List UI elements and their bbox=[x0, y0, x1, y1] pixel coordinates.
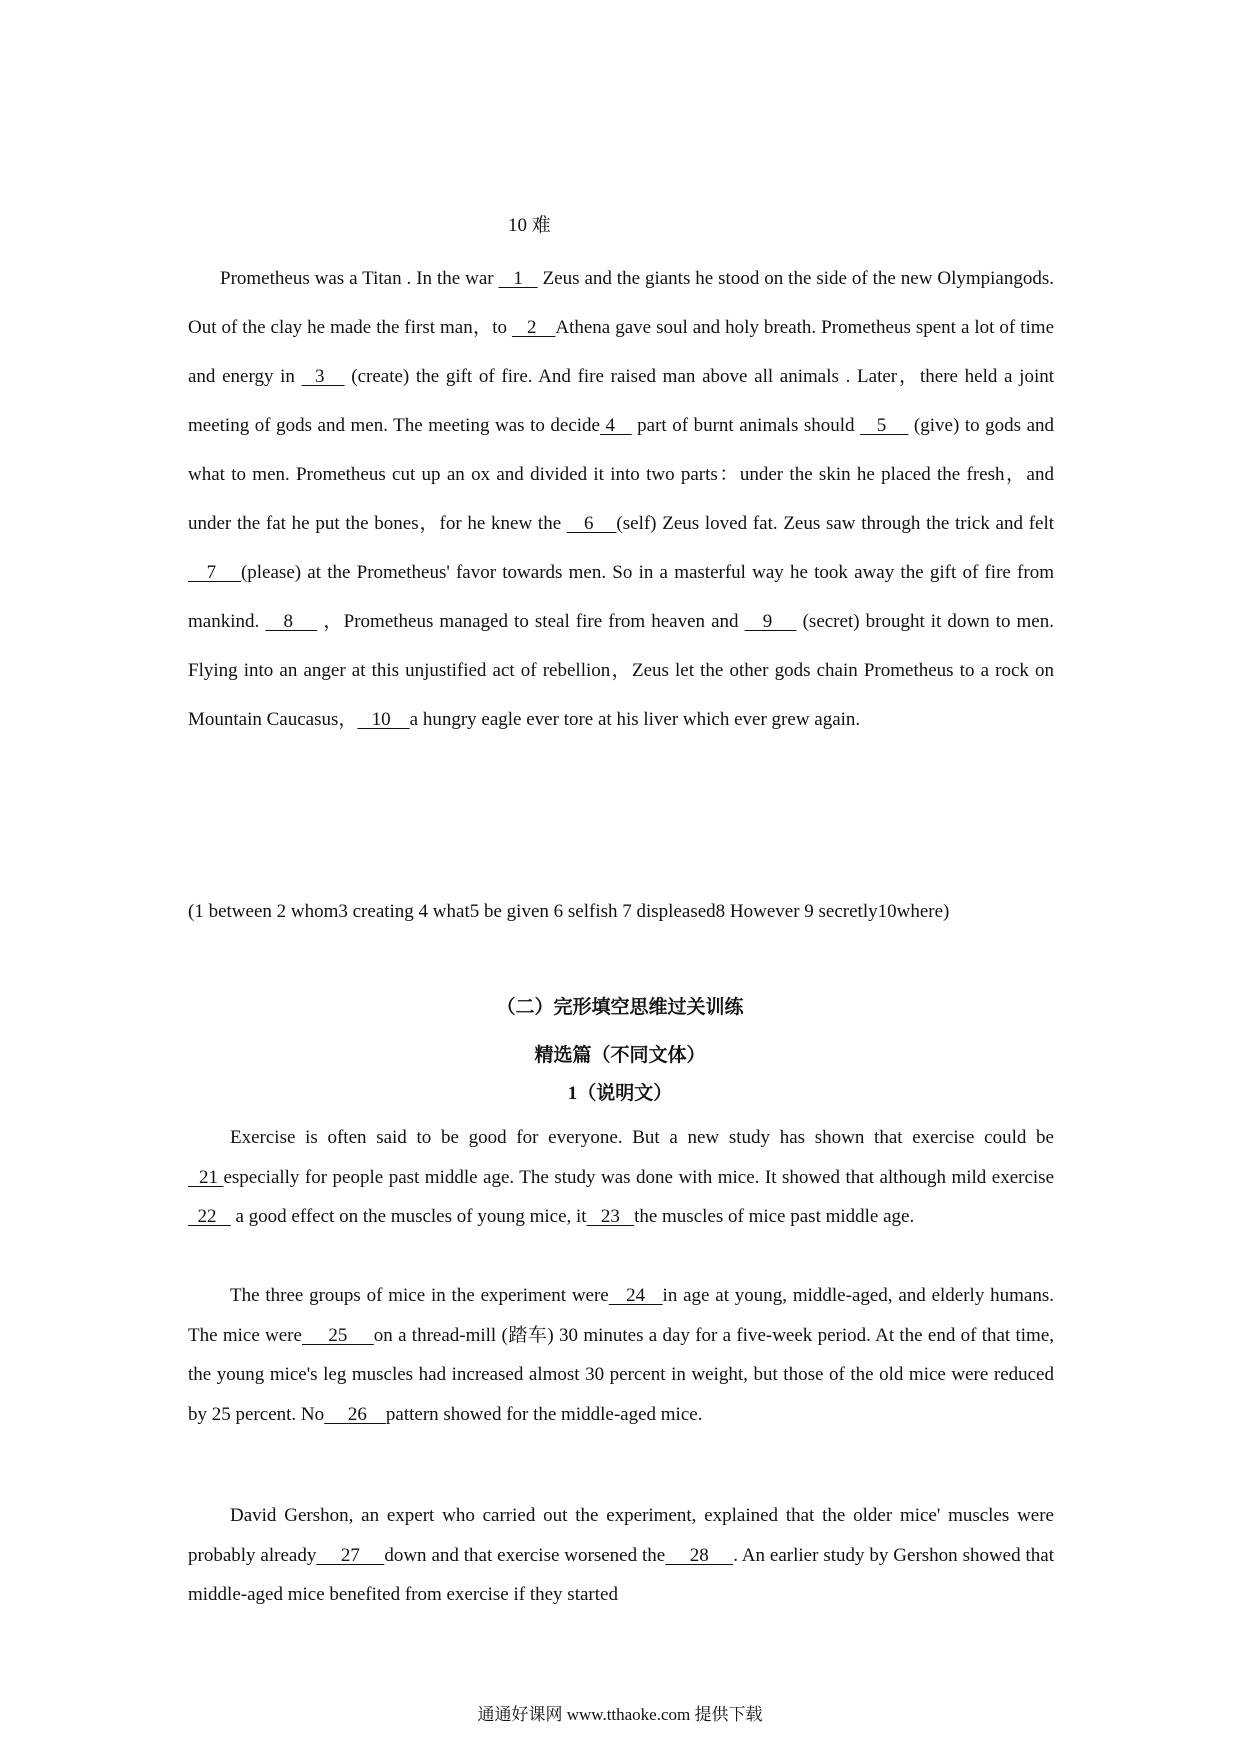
blank-4: 4 bbox=[599, 415, 632, 436]
passage-exercise-paragraph-1: Exercise is often said to be good for everyone. But a new study has shown that exercise could be 21 especially for people past middle age. The study was done with mice. It showed that although mild exercise 22 a good effect on the muscles of young mice, it 23 the muscles of mice past middle age. bbox=[188, 1127, 1055, 1227]
page-footer: 通通好课网 www.tthaoke.com 提供下载 bbox=[477, 1705, 763, 1724]
blank-24: 24 bbox=[608, 1285, 663, 1306]
passage-prometheus: Prometheus was a Titan . In the war 1 Zeus and the giants he stood on the side of the new Olympiangods. Out of the clay he made the first man，to 2 Athena gave soul and holy breath. Prometheus spent a lot of time and energy in 3 (create) the gift of fire. And fire raised man above all animals . Later，there held a joint meeting of gods and men. The meeting was to decide 4 part of burnt animals should 5 (give) to gods and what to men. Prometheus cut up an ox and divided it into two parts：under the skin he placed the fresh，and under the fat he put the bones，for he knew the 6 (self) Zeus loved fat. Zeus saw through the trick and felt 7 (please) at the Prometheus' favor towards men. So in a masterful way he took away the gift of fire from mankind. 8 ，Prometheus managed to steal fire from heaven and 9 (secret) brought it down to men. Flying into an anger at this unjustified act of rebellion，Zeus let the other gods chain Prometheus to a rock on Mountain Caucasus， 10 a hungry eagle ever tore at his liver which ever grew again. bbox=[188, 268, 1055, 730]
blank-7: 7 bbox=[188, 562, 241, 583]
passage-exercise-paragraph-3: David Gershon, an expert who carried out the experiment, explained that the older mice' muscles were probably already 27 down and that exercise worsened the 28 . An earlier study by Gershon showed that middle-aged mice benefited from exercise if they started bbox=[188, 1505, 1055, 1605]
blank-28: 28 bbox=[665, 1544, 734, 1566]
blank-1: 1 bbox=[498, 268, 538, 289]
blank-5: 5 bbox=[860, 415, 909, 436]
section-title: （二）完形填空思维过关训练 bbox=[496, 997, 744, 1018]
blank-10: 10 bbox=[357, 709, 410, 730]
blank-3: 3 bbox=[301, 366, 345, 387]
blank-9: 9 bbox=[744, 611, 797, 632]
section-subtitle: 精选篇（不同文体） bbox=[534, 1045, 706, 1066]
blank-26: 26 bbox=[324, 1403, 386, 1425]
blank-2: 2 bbox=[511, 317, 556, 338]
passage-exercise-paragraph-2: The three groups of mice in the experiment were 24 in age at young, middle-aged, and elderly humans. The mice were 25 on a thread-mill (踏车) 30 minutes a day for a five-week period. At the end of that time, the young mice's leg muscles had increased almost 30 percent in weight, but those of the old mice were reduced by 25 percent. No 26 pattern showed for the middle-aged mice. bbox=[188, 1285, 1055, 1425]
exercise-heading: 10 难 bbox=[508, 215, 551, 236]
blank-21: 21 bbox=[188, 1166, 224, 1188]
blank-22: 22 bbox=[188, 1206, 231, 1227]
blank-8: 8 bbox=[265, 611, 318, 632]
blank-23: 23 bbox=[586, 1206, 635, 1227]
blank-25: 25 bbox=[301, 1324, 374, 1346]
answer-key: (1 between 2 whom3 creating 4 what5 be given 6 selfish 7 displeased8 However 9 secretly10where) bbox=[188, 901, 950, 922]
blank-6: 6 bbox=[566, 513, 617, 534]
blank-27: 27 bbox=[316, 1544, 385, 1566]
section-item-title: 1（说明文） bbox=[567, 1083, 673, 1104]
